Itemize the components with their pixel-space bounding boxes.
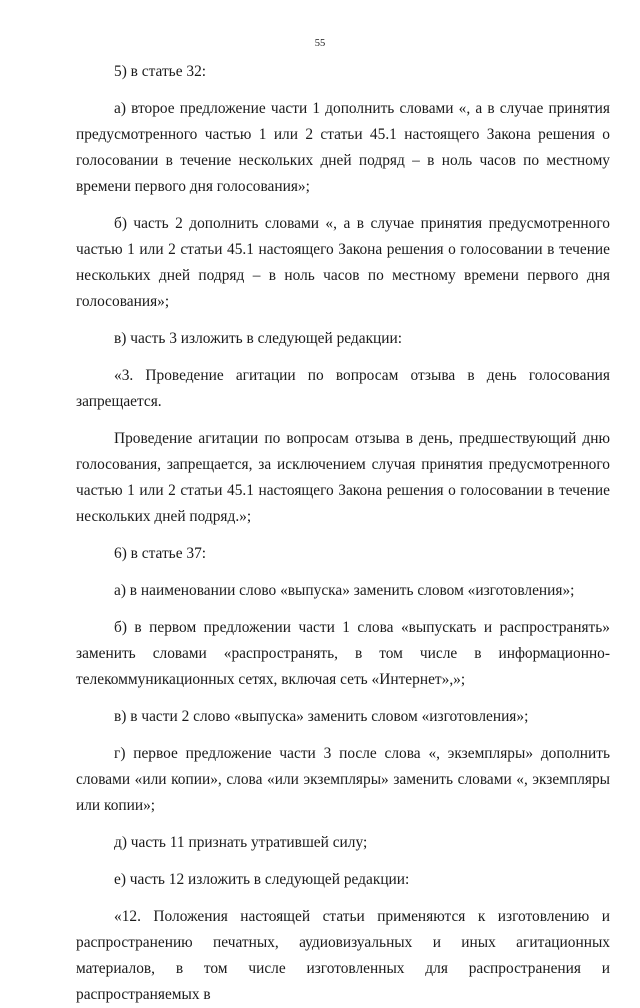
- document-body: [76, 59, 610, 1008]
- paragraph-quote-continuation: Проведение агитации по вопросам отзыва в день, предшествующий дню голосования, запрещается, за исключением случая принятия предусмотренного частью 1 или 2 статьи 45.1 настоящего Закона решения о голосовании в течение нескольких дней подряд.»;: [76, 430, 610, 525]
- paragraph-item-a-37: а) в наименовании слово «выпуска» заменить словом «изготовления»;: [114, 582, 575, 599]
- paragraph-item-d-37: д) часть 11 признать утратившей силу;: [114, 834, 368, 851]
- paragraph-quote-part-12: «12. Положения настоящей статьи применяются к изготовлению и распространению печатных, аудиовизуальных и иных агитационных материалов, в том числе изготовленных для распространения и распространяемых в: [76, 908, 610, 1003]
- paragraph-item-g-37: г) первое предложение части 3 после слова «, экземпляры» дополнить словами «или копии», слова «или экземпляры» заменить словами «, экземпляры или копии»;: [76, 745, 610, 814]
- paragraph-article-32-heading: 5) в статье 32:: [114, 63, 207, 80]
- page-number: 55: [314, 38, 326, 49]
- paragraph-item-v: в) часть 3 изложить в следующей редакции:: [114, 330, 403, 347]
- paragraph-item-b-37: б) в первом предложении части 1 слова «выпускать и распространять» заменить словами «распространять, в том числе в информационно-телекоммуникационных сетях, включая сеть «Интернет»,»;: [76, 619, 610, 688]
- paragraph-article-37-heading: 6) в статье 37:: [114, 545, 207, 562]
- paragraph-quote-part-3: «3. Проведение агитации по вопросам отзыва в день голосования запрещается.: [76, 367, 610, 410]
- paragraph-item-v-37: в) в части 2 слово «выпуска» заменить словом «изготовления»;: [114, 708, 529, 725]
- paragraph-item-e-37: е) часть 12 изложить в следующей редакции:: [114, 871, 410, 888]
- paragraph-item-a: а) второе предложение части 1 дополнить словами «, а в случае принятия предусмотренного частью 1 или 2 статьи 45.1 настоящего Закона решения о голосовании в течение нескольких дней подряд – в ноль часов по местному времени первого дня голосования»;: [76, 100, 610, 195]
- paragraph-item-b: б) часть 2 дополнить словами «, а в случае принятия предусмотренного частью 1 или 2 статьи 45.1 настоящего Закона решения о голосовании в течение нескольких дней подряд – в ноль часов по местному времени первого дня голосования»;: [76, 215, 610, 310]
